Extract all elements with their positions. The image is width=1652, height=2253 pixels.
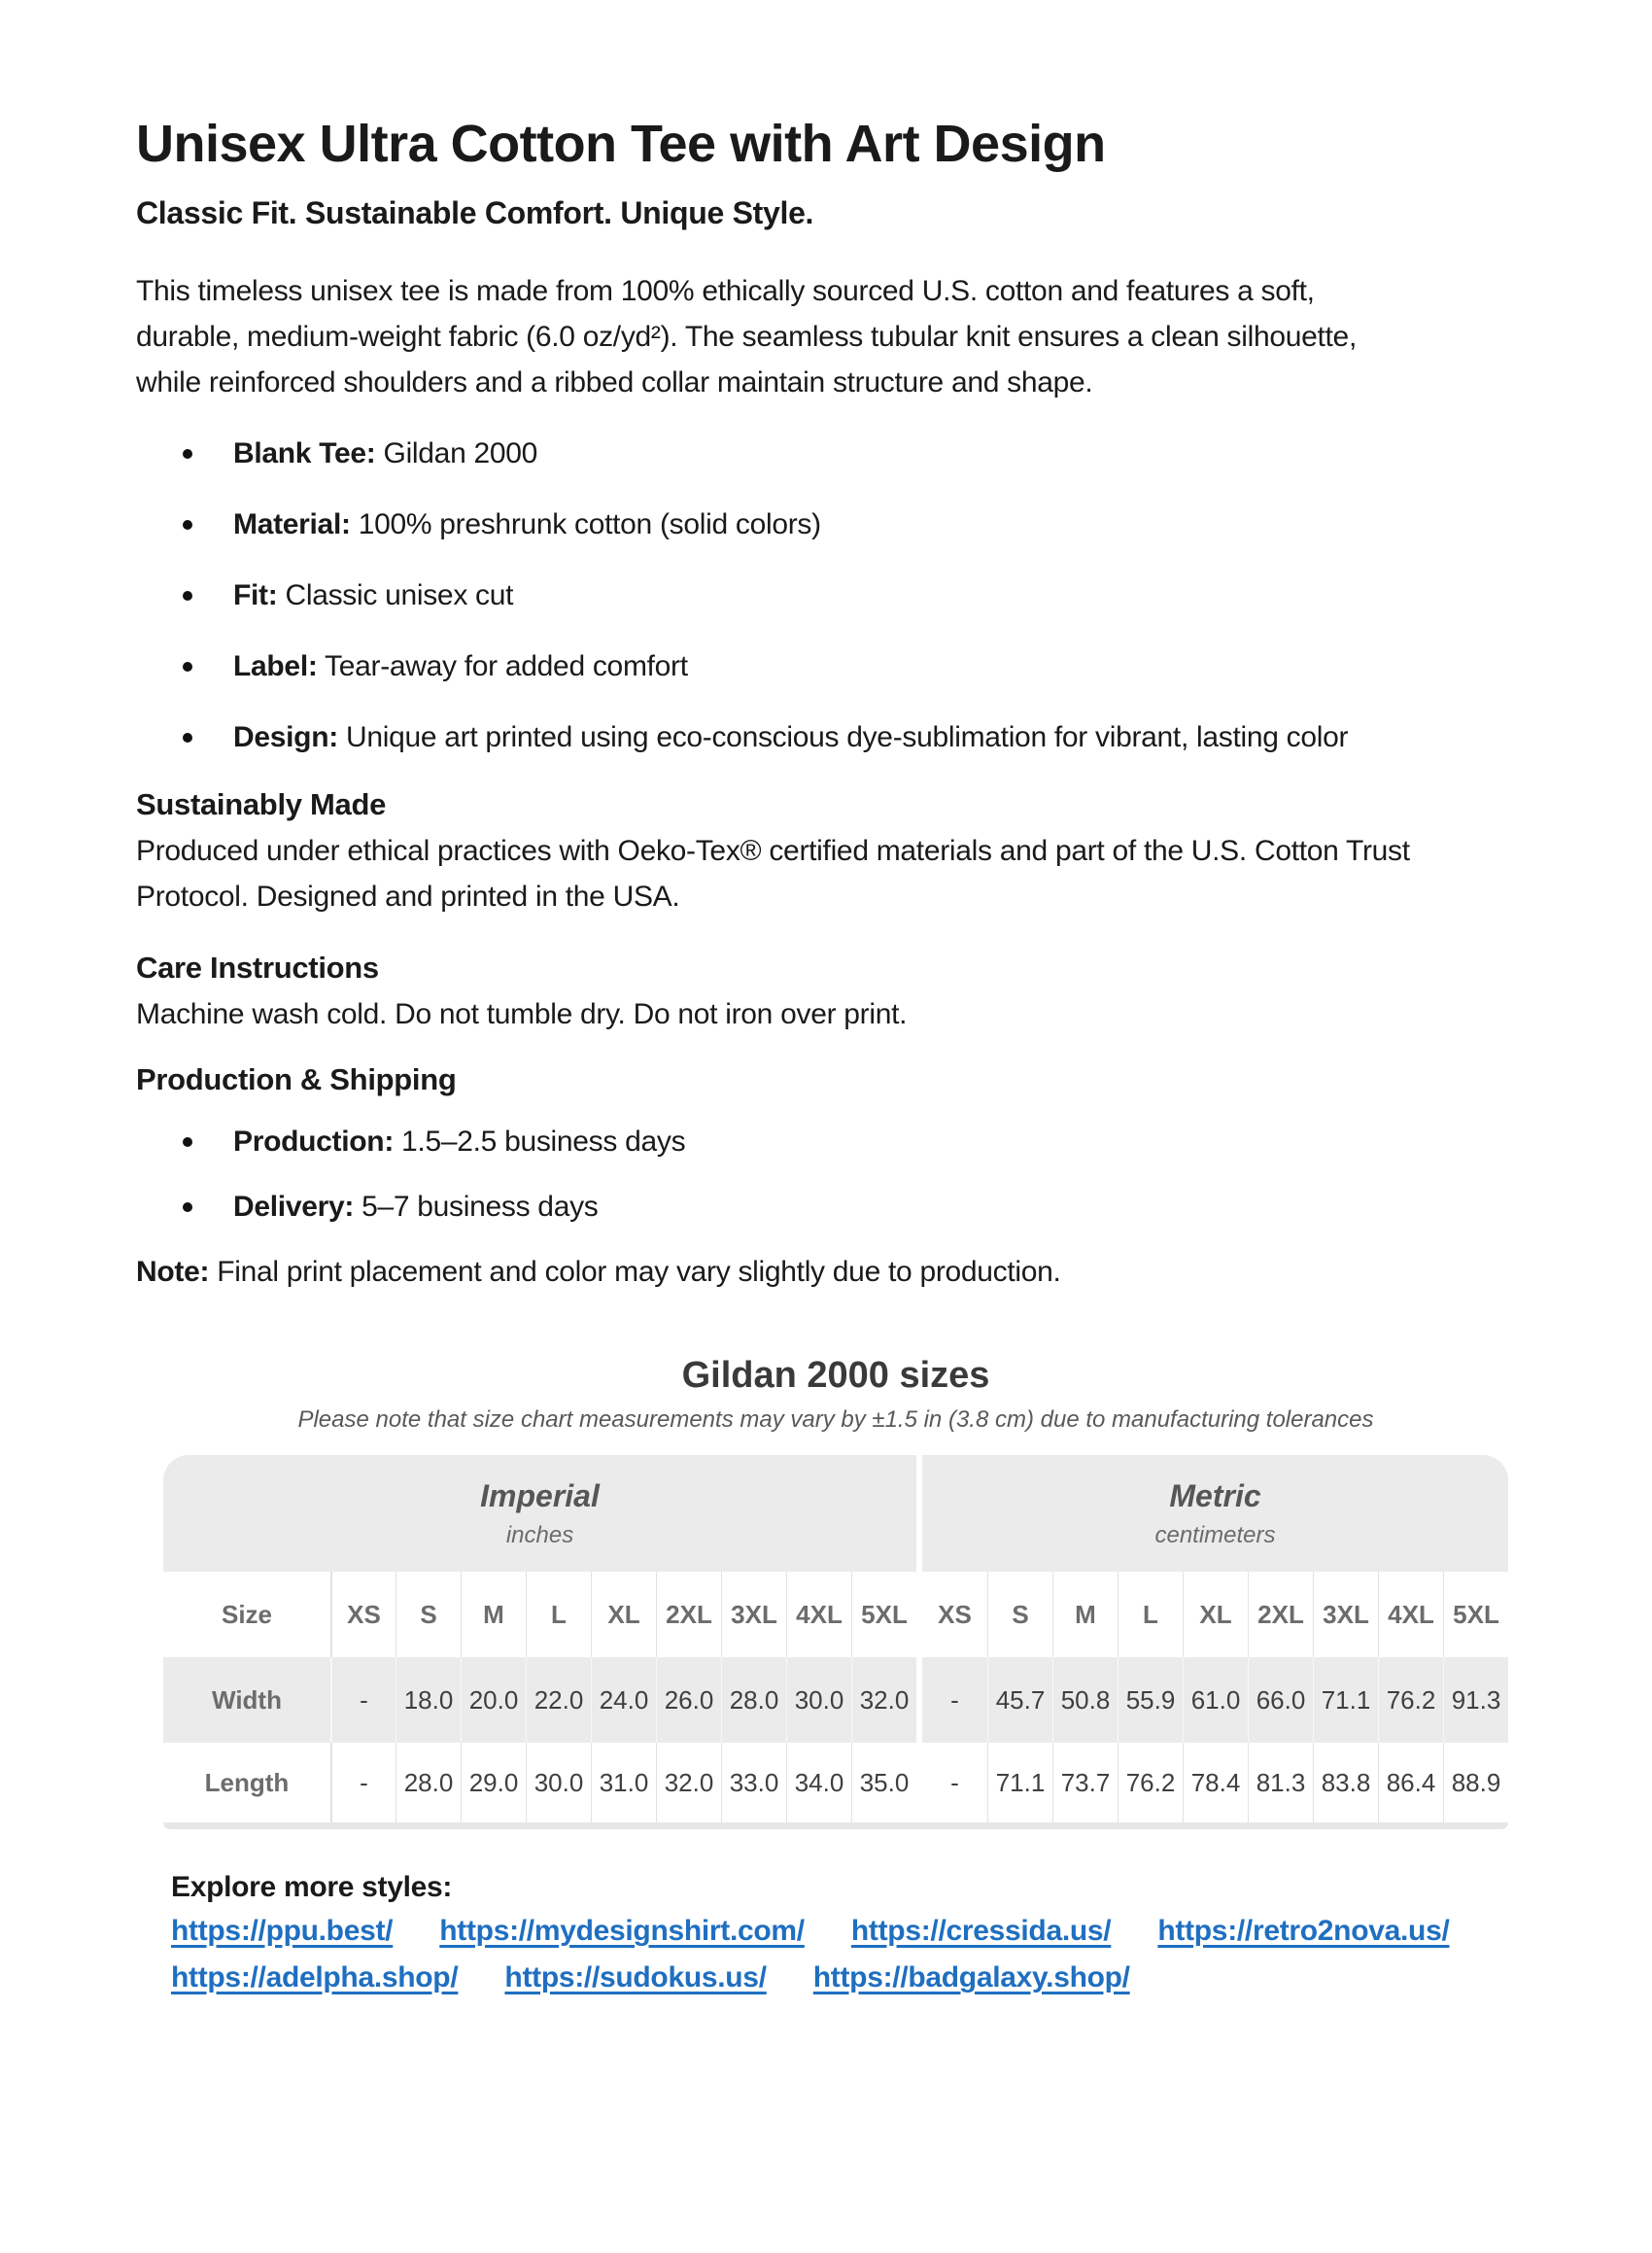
bullet-icon bbox=[183, 520, 192, 530]
size-col-header: 2XL bbox=[656, 1572, 721, 1657]
length-value-cell: 73.7 bbox=[1052, 1743, 1118, 1822]
note-label: Note: bbox=[136, 1256, 210, 1288]
size-col-header: 4XL bbox=[1378, 1572, 1443, 1657]
width-value-cell: 24.0 bbox=[591, 1657, 656, 1743]
shipping-text: 1.5–2.5 business days bbox=[394, 1126, 686, 1158]
list-item bbox=[136, 643, 1516, 689]
link-ppu-best[interactable]: https://ppu.best/ bbox=[171, 1915, 394, 1947]
imperial-group-header bbox=[163, 1455, 916, 1572]
section-heading-care-instructions: Care Instructions bbox=[136, 951, 379, 985]
link-badgalaxy[interactable]: https://badgalaxy.shop/ bbox=[812, 1961, 1130, 1993]
shipping-label: Delivery: bbox=[233, 1191, 355, 1223]
list-item bbox=[136, 714, 1516, 760]
link-retro2nova[interactable]: https://retro2nova.us/ bbox=[1157, 1915, 1450, 1947]
list-item bbox=[136, 1184, 1516, 1230]
links-row bbox=[171, 1911, 1516, 1952]
shipping-list bbox=[136, 1119, 1516, 1230]
bullet-icon bbox=[183, 1202, 192, 1212]
length-value-cell: 31.0 bbox=[591, 1743, 656, 1822]
size-col-header: 3XL bbox=[721, 1572, 786, 1657]
width-value-cell: 71.1 bbox=[1313, 1657, 1378, 1743]
shipping-text: 5–7 business days bbox=[354, 1191, 599, 1223]
feature-text: Classic unisex cut bbox=[277, 579, 514, 611]
length-value-cell: 81.3 bbox=[1248, 1743, 1313, 1822]
shipping-label: Production: bbox=[233, 1126, 395, 1158]
size-chart-disclaimer: Please note that size chart measurements may vary by ±1.5 in (3.8 cm) due to manufacturing tolerances bbox=[297, 1406, 1374, 1433]
length-value-cell: 28.0 bbox=[396, 1743, 461, 1822]
width-value-cell: 66.0 bbox=[1248, 1657, 1313, 1743]
size-col-header: S bbox=[987, 1572, 1052, 1657]
size-col-header: 4XL bbox=[786, 1572, 851, 1657]
size-col-header: M bbox=[461, 1572, 526, 1657]
bullet-icon bbox=[183, 662, 192, 672]
length-value-cell: 71.1 bbox=[987, 1743, 1052, 1822]
length-value-cell: 86.4 bbox=[1378, 1743, 1443, 1822]
feature-label: Design: bbox=[233, 721, 338, 753]
size-chart-table bbox=[163, 1455, 1508, 1822]
bullet-icon bbox=[183, 449, 192, 459]
length-value-cell: 34.0 bbox=[786, 1743, 851, 1822]
links-heading: Explore more styles: bbox=[171, 1871, 453, 1903]
bullet-icon bbox=[183, 1137, 192, 1147]
size-col-header: XL bbox=[1183, 1572, 1248, 1657]
length-value-cell: 76.2 bbox=[1118, 1743, 1183, 1822]
intro-line: This timeless unisex tee is made from 100% ethically sourced U.S. cotton and features a soft, bbox=[136, 275, 1315, 307]
imperial-group-unit: inches bbox=[505, 1521, 574, 1548]
width-value-cell: 76.2 bbox=[1378, 1657, 1443, 1743]
size-col-header: L bbox=[526, 1572, 591, 1657]
length-value-cell: 29.0 bbox=[461, 1743, 526, 1822]
length-value-cell: - bbox=[330, 1743, 396, 1822]
imperial-group-name: Imperial bbox=[480, 1477, 600, 1513]
feature-label: Material: bbox=[233, 508, 351, 540]
length-row-label: Length bbox=[204, 1767, 290, 1797]
list-item bbox=[136, 1119, 1516, 1164]
list-item bbox=[136, 431, 1516, 476]
note-paragraph bbox=[136, 1249, 1516, 1295]
length-value-cell: 78.4 bbox=[1183, 1743, 1248, 1822]
size-col-header: M bbox=[1052, 1572, 1118, 1657]
intro-line: durable, medium-weight fabric (6.0 oz/yd²). The seamless tubular knit ensures a clean silhouette, bbox=[136, 321, 1357, 353]
width-row-label: Width bbox=[163, 1657, 330, 1743]
feature-text: Tear-away for added comfort bbox=[317, 650, 688, 682]
link-mydesignshirt[interactable]: https://mydesignshirt.com/ bbox=[439, 1915, 805, 1947]
list-item bbox=[136, 502, 1516, 547]
care-instructions-paragraph bbox=[136, 991, 1516, 1037]
page-subtitle: Classic Fit. Sustainable Comfort. Unique Style. bbox=[136, 195, 814, 230]
size-col-header: 2XL bbox=[1248, 1572, 1313, 1657]
table-bottom-edge bbox=[163, 1822, 1508, 1829]
paragraph-line: Machine wash cold. Do not tumble dry. Do not iron over print. bbox=[136, 998, 908, 1030]
width-value-cell: 22.0 bbox=[526, 1657, 591, 1743]
intro-line: while reinforced shoulders and a ribbed collar maintain structure and shape. bbox=[136, 366, 1093, 399]
width-value-cell: 32.0 bbox=[851, 1657, 916, 1743]
size-col-header: L bbox=[1118, 1572, 1183, 1657]
width-value-cell: 30.0 bbox=[786, 1657, 851, 1743]
size-chart-section bbox=[163, 1353, 1508, 1829]
length-value-cell: 33.0 bbox=[721, 1743, 786, 1822]
section-heading-production-shipping: Production & Shipping bbox=[136, 1062, 457, 1096]
bullet-icon bbox=[183, 733, 192, 743]
size-col-header: 3XL bbox=[1313, 1572, 1378, 1657]
feature-text: 100% preshrunk cotton (solid colors) bbox=[350, 508, 821, 540]
width-value-cell: 50.8 bbox=[1052, 1657, 1118, 1743]
paragraph-line: Protocol. Designed and printed in the USA. bbox=[136, 881, 680, 913]
length-value-cell: 30.0 bbox=[526, 1743, 591, 1822]
note-text: Final print placement and color may vary slightly due to production. bbox=[209, 1256, 1061, 1288]
feature-label: Label: bbox=[233, 650, 318, 682]
feature-text: Gildan 2000 bbox=[375, 437, 538, 469]
link-cressida[interactable]: https://cressida.us/ bbox=[850, 1915, 1112, 1947]
length-value-cell: - bbox=[950, 1767, 959, 1797]
section-heading-sustainably-made: Sustainably Made bbox=[136, 787, 387, 821]
feature-label: Fit: bbox=[233, 579, 278, 611]
intro-paragraph bbox=[136, 268, 1516, 405]
length-value-cell: 83.8 bbox=[1313, 1743, 1378, 1822]
link-sudokus[interactable]: https://sudokus.us/ bbox=[504, 1961, 767, 1993]
metric-group-name: Metric bbox=[1169, 1477, 1261, 1513]
size-row-label: Size bbox=[221, 1599, 273, 1629]
width-value-cell: 28.0 bbox=[721, 1657, 786, 1743]
width-value-cell: 61.0 bbox=[1183, 1657, 1248, 1743]
width-value-cell: 45.7 bbox=[987, 1657, 1052, 1743]
size-col-header: 5XL bbox=[1443, 1572, 1508, 1657]
links-row bbox=[171, 1958, 1516, 1998]
page-title: Unisex Ultra Cotton Tee with Art Design bbox=[136, 115, 1106, 173]
size-col-header: XS bbox=[938, 1599, 972, 1629]
links-section bbox=[171, 1870, 1516, 1998]
width-value-cell: - bbox=[330, 1657, 396, 1743]
width-value-cell: 55.9 bbox=[1118, 1657, 1183, 1743]
paragraph-line: Produced under ethical practices with Oeko-Tex® certified materials and part of the U.S. Cotton Trust bbox=[136, 835, 1410, 867]
width-value-cell: 26.0 bbox=[656, 1657, 721, 1743]
feature-label: Blank Tee: bbox=[233, 437, 376, 469]
width-value-cell: - bbox=[922, 1657, 987, 1743]
width-value-cell: 91.3 bbox=[1443, 1657, 1508, 1743]
metric-group-header bbox=[922, 1455, 1508, 1572]
size-col-header: XL bbox=[591, 1572, 656, 1657]
size-col-header: XS bbox=[330, 1572, 396, 1657]
length-value-cell: 88.9 bbox=[1443, 1743, 1508, 1822]
feature-text: Unique art printed using eco-conscious dye-sublimation for vibrant, lasting color bbox=[337, 721, 1349, 753]
bullet-icon bbox=[183, 591, 192, 601]
list-item bbox=[136, 572, 1516, 618]
width-value-cell: 18.0 bbox=[396, 1657, 461, 1743]
feature-list bbox=[136, 431, 1516, 760]
metric-group-unit: centimeters bbox=[1154, 1521, 1276, 1548]
document-page bbox=[0, 115, 1652, 1998]
width-value-cell: 20.0 bbox=[461, 1657, 526, 1743]
link-adelpha[interactable]: https://adelpha.shop/ bbox=[171, 1961, 459, 1993]
size-chart-title: Gildan 2000 sizes bbox=[681, 1355, 990, 1396]
size-col-header: 5XL bbox=[851, 1572, 916, 1657]
length-value-cell: 35.0 bbox=[851, 1743, 916, 1822]
size-col-header: S bbox=[396, 1572, 461, 1657]
length-value-cell: 32.0 bbox=[656, 1743, 721, 1822]
sustainably-made-paragraph bbox=[136, 828, 1516, 919]
